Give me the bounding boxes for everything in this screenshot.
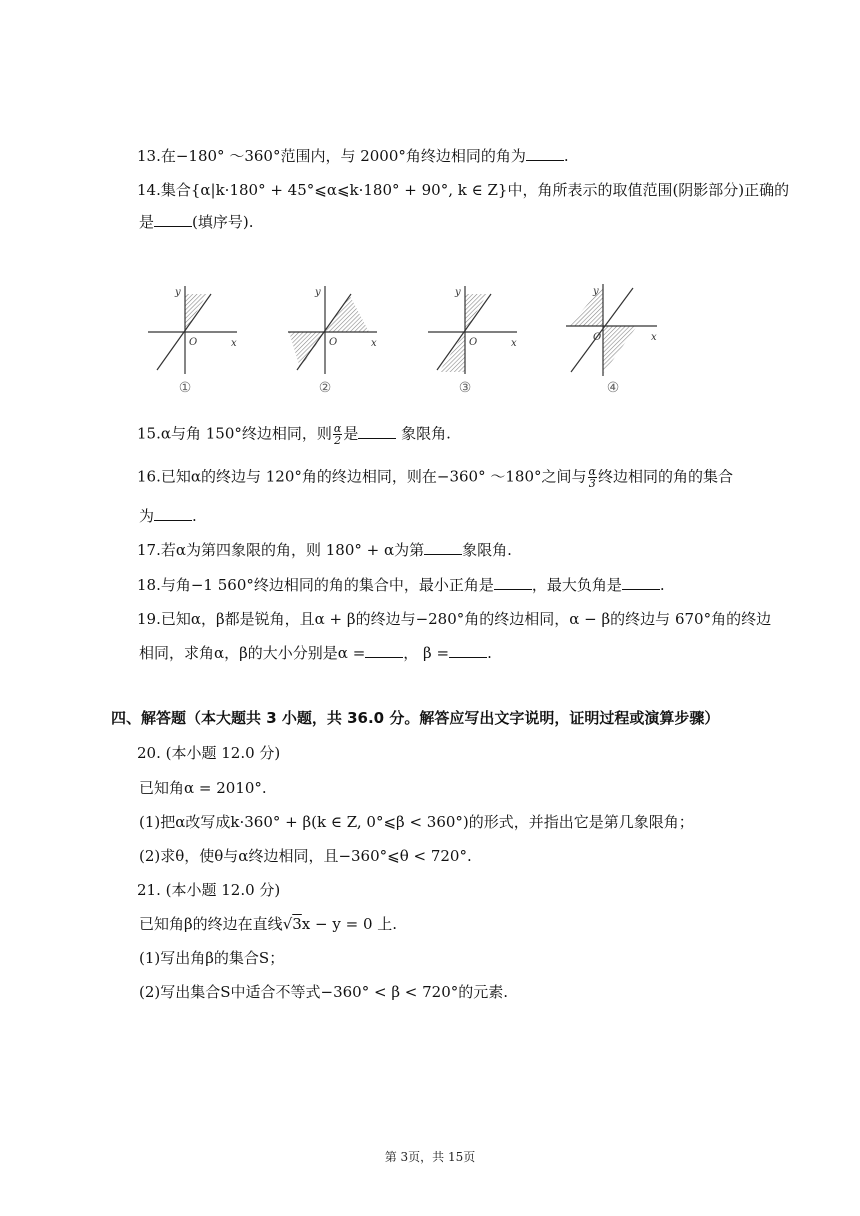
axis-x-label: x xyxy=(651,332,657,343)
figure-label: ④ xyxy=(606,380,620,396)
question-13: 13.在−180° ～360°范围内，与 2000°角终边相同的角为 . xyxy=(137,147,569,165)
question-19-line1: 19.已知α，β都是锐角，且α + β的终边与−280°角的终边相同，α − β的终边与 670°角的终边 xyxy=(137,610,772,628)
axis-x-label: x xyxy=(511,338,517,349)
origin-label: O xyxy=(593,332,602,343)
figure-1 xyxy=(145,282,245,398)
axis-x-label: x xyxy=(231,338,237,349)
section-title: 四、解答题（本大题共 3 小题，共 36.0 分。解答应写出文字说明，证明过程或演算步骤） xyxy=(111,709,720,727)
question-16-line2: 为 . xyxy=(139,507,197,525)
question-20-given: 已知角α = 2010°. xyxy=(139,779,267,797)
axis-y-label: y xyxy=(315,287,321,298)
answer-blank[interactable] xyxy=(494,575,532,590)
question-21-header: 21. (本小题 12.0 分) xyxy=(137,881,281,899)
answer-blank[interactable] xyxy=(154,506,192,521)
question-17: 17.若α为第四象限的角，则 180° + α为第 象限角. xyxy=(137,541,512,559)
origin-label: O xyxy=(469,337,478,348)
answer-blank[interactable] xyxy=(622,575,660,590)
origin-label: O xyxy=(329,337,338,348)
axis-y-label: y xyxy=(593,286,599,297)
sqrt-symbol: √3 xyxy=(282,915,302,933)
answer-blank[interactable] xyxy=(358,424,396,439)
axis-y-label: y xyxy=(455,287,461,298)
answer-blank[interactable] xyxy=(365,643,403,658)
fraction: $\frac{\alpha}{3}$ xyxy=(588,465,596,490)
question-20-part2: (2)求θ，使θ与α终边相同，且−360°⩽θ < 720°. xyxy=(139,847,472,865)
figure-label: ① xyxy=(178,380,192,396)
question-15: 15.α与角 150°终边相同，则 $\frac{\alpha}{2}$ 是 象限角. xyxy=(137,422,451,447)
angle-figures xyxy=(145,282,665,398)
axis-y-label: y xyxy=(175,287,181,298)
answer-blank[interactable] xyxy=(154,212,192,227)
answer-blank[interactable] xyxy=(424,540,462,555)
figure-label: ③ xyxy=(458,380,472,396)
answer-blank[interactable] xyxy=(449,643,487,658)
fraction: $\frac{\alpha}{2}$ xyxy=(333,422,342,447)
origin-label: O xyxy=(189,337,198,348)
question-18: 18.与角−1 560°终边相同的角的集合中，最小正角是 ，最大负角是 . xyxy=(137,576,665,594)
question-14-line1: 14.集合{α|k·180° + 45°⩽α⩽k·180° + 90°, k ∈ Z}中，角所表示的取值范围(阴影部分)正确的 xyxy=(137,181,790,199)
question-21-given: 已知角β的终边在直线√3x − y = 0 上. xyxy=(139,915,398,933)
answer-blank[interactable] xyxy=(526,146,564,161)
figure-3 xyxy=(425,282,525,398)
question-21-part1: (1)写出角β的集合S； xyxy=(139,949,285,967)
question-19-line2: 相同，求角α，β的大小分别是α = ， β = . xyxy=(139,644,492,662)
question-16-line1: 16.已知α的终边与 120°角的终边相同，则在−360° ～180°之间与 $\frac{\alpha}{3}$ 终边相同的角的集合 xyxy=(137,465,733,490)
axis-x-label: x xyxy=(371,338,377,349)
page-footer: 第 3页，共 15页 xyxy=(384,1150,476,1164)
figure-4 xyxy=(563,282,663,398)
question-14-line2: 是 (填序号). xyxy=(139,213,254,231)
question-20-header: 20. (本小题 12.0 分) xyxy=(137,744,281,762)
question-20-part1: (1)把α改写成k·360° + β(k ∈ Z, 0°⩽β < 360°)的形式，并指出它是第几象限角； xyxy=(139,813,694,831)
figure-label: ② xyxy=(318,380,332,396)
question-21-part2: (2)写出集合S中适合不等式−360° < β < 720°的元素. xyxy=(139,983,509,1001)
figure-2 xyxy=(285,282,385,398)
